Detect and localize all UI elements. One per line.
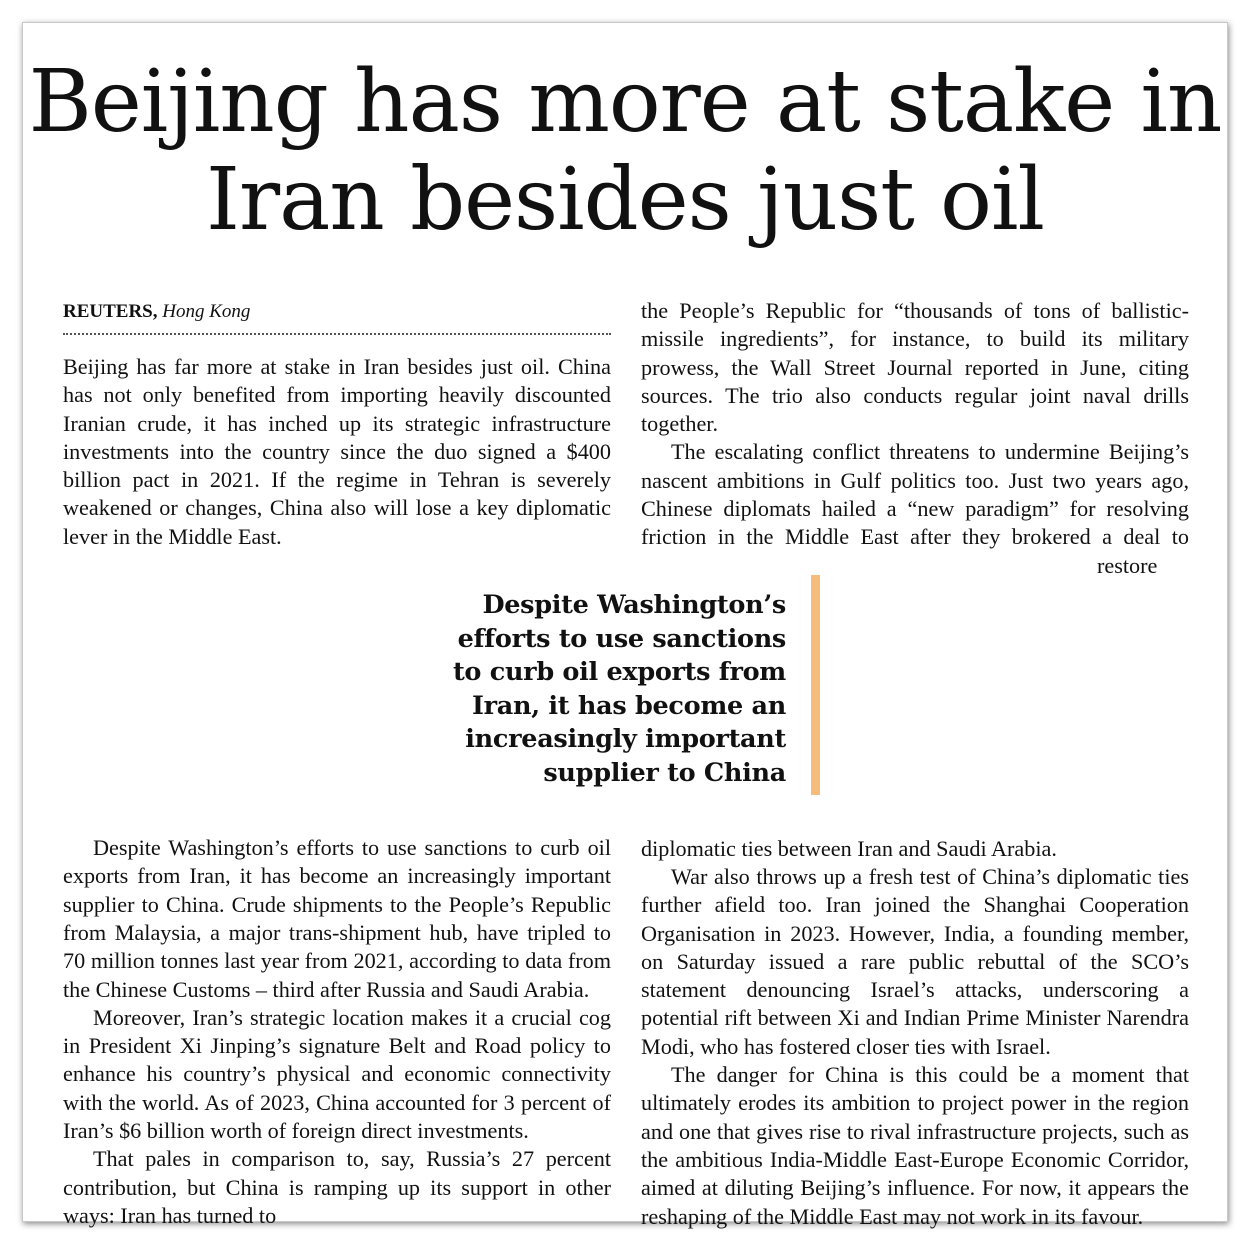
byline-agency: REUTERS, [63,301,158,322]
right-paragraph-3: War also throws up a fresh test of China’s diplomatic ties further afield too. Iran joined the Shanghai Cooperation Organisation in 2023. However, India, a founding member, on Saturday issued a rare public rebuttal of the SCO’s statement denouncing Israel’s attacks, underscoring a potential rift between Xi and Indian Prime Minister Narendra Modi, who has fostered closer ties with Israel. [641,863,1189,1059]
left-paragraph-2: Despite Washington’s efforts to use sanctions to curb oil exports from Iran, it has become an increasingly important supplier to China. Crude shipments to the People’s Republic from Malaysia, a major trans-shipment hub, have tripled to 70 million tonnes last year from 2021, according to data from the Chinese Customs – third after Russia and Saudi Arabia. [63,835,611,1002]
article-card [22,22,1228,1229]
pullquote-accent-bar [811,575,820,795]
byline [63,299,611,335]
left-paragraph-3: Moreover, Iran’s strategic location makes it a crucial cog in President Xi Jinping’s signature Belt and Road policy to enhance his country’s physical and economic connectivity with the world. As of 2023, China accounted for 3 percent of Iran’s $6 billion worth of foreign direct investments. [63,1004,611,1144]
left-paragraph-1: Beijing has far more at stake in Iran besides just oil. China has not only benefited from importing heavily discounted Iranian crude, it has inched up its strategic infrastructure investments into the country since the duo signed a $400 billion pact in 2021. If the regime in Tehran is severely weakened or changes, China also will lose a key diplomatic lever in the Middle East. [63,354,611,549]
left-column [63,353,611,1230]
right-paragraph-2-continued: Middle East after they brokered a deal to restore diplomatic ties between Iran and Saudi Arabia. [641,524,1190,861]
right-paragraph-2: The escalating conflict threatens to undermine Beijing’s nascent ambitions in Gulf politics too. Just two years ago, Chinese diplomats hailed a “new paradigm” for resolving friction in the Middle East after they brokered a deal to restore diplomatic ties between Iran and Saudi Arabia. [641,439,1190,861]
byline-place: Hong Kong [162,301,251,322]
pullquote: Despite Washington’s efforts to use sanctions to curb oil exports from Iran, it has become an increasingly important supplier to China [452,590,786,788]
headline: Beijing has more at stake in Iran besides just oil [28,52,1222,250]
right-paragraph-4: The danger for China is this could be a moment that ultimately erodes its ambition to project power in the region and one that gives rise to rival infrastructure projects, such as the ambitious India-Middle East-Europe Economic Corridor, aimed at diluting Beijing’s influence. For now, it appears the reshaping of the Middle East may not work in its favour. [641,1062,1189,1229]
left-paragraph-4: That pales in comparison to, say, Russia’s 27 percent contribution, but China is ramping up its support in other ways: Iran has turned to [63,1146,611,1228]
right-paragraph-1: the People’s Republic for “thousands of tons of ballistic-missile ingredients”, for instance, to build its military prowess, the Wall Street Journal reported in June, citing sources. The trio also conducts regular joint naval drills together. [641,298,1189,437]
